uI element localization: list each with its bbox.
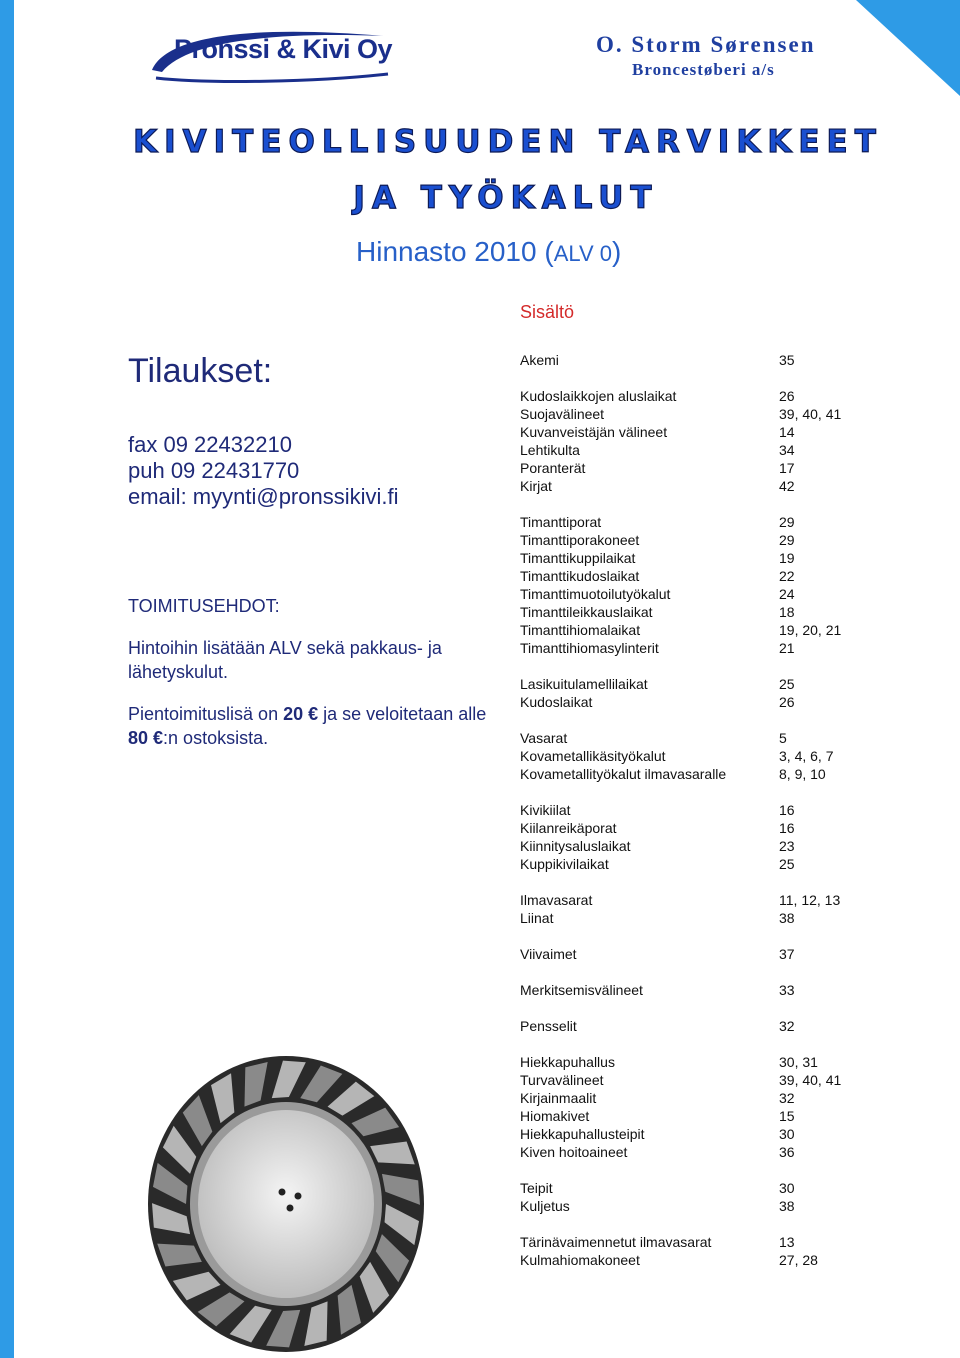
company-logo	[148, 26, 398, 82]
price-title-vat: ALV 0	[553, 241, 612, 266]
toc-row	[520, 1252, 860, 1270]
toc-row	[520, 892, 860, 910]
toc-item-name: Timanttikuppilaikat	[520, 550, 636, 566]
toc-row	[520, 586, 860, 604]
toc-item-page: 19	[779, 550, 795, 566]
email-address[interactable]: email: myynti@pronssikivi.fi	[128, 484, 399, 509]
toc-row	[520, 676, 860, 694]
toc-item-page: 16	[779, 802, 795, 818]
corner-accent	[856, 0, 960, 96]
toc-row	[520, 838, 860, 856]
toc-item-name: Kuppikivilaikat	[520, 856, 609, 872]
toc-item-page: 26	[779, 388, 795, 404]
toc-row	[520, 820, 860, 838]
toc-item-name: Hiekkapuhallus	[520, 1054, 615, 1070]
toc-item-name: Viivaimet	[520, 946, 577, 962]
toc-row	[520, 1234, 860, 1252]
toc-row	[520, 406, 860, 424]
toc-item-page: 8, 9, 10	[779, 766, 826, 782]
toc-row	[520, 1054, 860, 1072]
toc-item-page: 23	[779, 838, 795, 854]
toc-item-name: Timanttikudoslaikat	[520, 568, 640, 584]
headline-line-1: KIVITEOLLISUUDEN TARVIKKEET	[133, 124, 883, 160]
toc-row	[520, 1072, 860, 1090]
toc-item-page: 19, 20, 21	[779, 622, 842, 638]
toc-item-page: 14	[779, 424, 795, 440]
toc-row	[520, 478, 860, 496]
toc-row	[520, 1108, 860, 1126]
toc-item-name: Hiomakivet	[520, 1108, 590, 1124]
toc-item-page: 33	[779, 982, 795, 998]
toc-item-name: Merkitsemisvälineet	[520, 982, 643, 998]
toc-row	[520, 604, 860, 622]
toc-item-name: Liinat	[520, 910, 554, 926]
surcharge-text-c: :n ostoksista.	[163, 728, 269, 748]
toc-item-page: 36	[779, 1144, 795, 1160]
toc-item-name: Vasarat	[520, 730, 568, 746]
toc-row	[520, 1180, 860, 1198]
toc-item-name: Lehtikulta	[520, 442, 580, 458]
fax-number: fax 09 22432210	[128, 432, 292, 457]
toc-item-name: Kovametallikäsityökalut	[520, 748, 666, 764]
toc-row	[520, 766, 860, 784]
toc-row	[520, 1198, 860, 1216]
toc-item-name: Timanttimuotoilutyökalut	[520, 586, 671, 602]
toc-item-name: Kirjat	[520, 478, 552, 494]
toc-item-name: Turvavälineet	[520, 1072, 604, 1088]
toc-item-name: Poranterät	[520, 460, 586, 476]
partner-name: O. Storm Sørensen	[596, 32, 816, 57]
phone-number: puh 09 22431770	[128, 458, 300, 483]
toc-item-name: Kiinnitysaluslaikat	[520, 838, 631, 854]
toc-item-name: Suojavälineet	[520, 406, 605, 422]
toc-item-page: 18	[779, 604, 795, 620]
orders-title: Tilaukset:	[128, 352, 273, 390]
toc-item-page: 34	[779, 442, 795, 458]
toc-item-page: 38	[779, 1198, 795, 1214]
toc-item-name: Ilmavasarat	[520, 892, 593, 908]
toc-item-name: Kivikiilat	[520, 802, 571, 818]
toc-item-page: 21	[779, 640, 795, 656]
toc-row	[520, 1090, 860, 1108]
toc-row	[520, 1126, 860, 1144]
grinding-wheel-image	[146, 1054, 426, 1354]
toc-item-page: 39, 40, 41	[779, 406, 842, 422]
toc-item-name: Kudoslaikkojen aluslaikat	[520, 388, 677, 404]
toc-item-name: Kovametallityökalut ilmavasaralle	[520, 766, 727, 782]
toc-row	[520, 694, 860, 712]
toc-item-name: Teipit	[520, 1180, 553, 1196]
left-accent-bar	[0, 0, 14, 1358]
toc-row	[520, 550, 860, 568]
toc-item-page: 11, 12, 13	[779, 892, 841, 908]
toc-item-name: Timanttiporakoneet	[520, 532, 640, 548]
surcharge-text-b: ja se veloitetaan alle	[318, 704, 487, 724]
toc-item-page: 35	[779, 352, 795, 368]
toc-item-page: 5	[779, 730, 787, 746]
toc-row	[520, 460, 860, 478]
toc-row	[520, 1018, 860, 1036]
toc-item-name: Pensselit	[520, 1018, 577, 1034]
toc-item-page: 32	[779, 1090, 795, 1106]
toc-row	[520, 352, 860, 370]
toc-item-name: Kulmahiomakoneet	[520, 1252, 640, 1268]
toc-item-name: Kuljetus	[520, 1198, 570, 1214]
toc-item-name: Timanttihiomasylinterit	[520, 640, 659, 656]
price-title-main: Hinnasto 2010 (	[356, 236, 554, 267]
surcharge-text-a: Pientoimituslisä on	[128, 704, 284, 724]
toc-row	[520, 730, 860, 748]
toc-row	[520, 532, 860, 550]
toc-item-page: 22	[779, 568, 795, 584]
toc-item-name: Kiilanreikäporat	[520, 820, 617, 836]
toc-item-page: 15	[779, 1108, 795, 1124]
toc-item-page: 26	[779, 694, 795, 710]
toc-row	[520, 910, 860, 928]
toc-item-page: 38	[779, 910, 795, 926]
toc-item-name: Lasikuitulamellilaikat	[520, 676, 648, 692]
toc-item-name: Akemi	[520, 352, 559, 368]
toc-row	[520, 388, 860, 406]
toc-row	[520, 946, 860, 964]
small-order-surcharge-text	[128, 702, 488, 750]
toc-item-page: 30, 31	[779, 1054, 818, 1070]
toc-item-page: 13	[779, 1234, 795, 1250]
headline-line-2: JA TYÖKALUT	[353, 180, 659, 216]
toc-item-name: Tärinävaimennetut ilmavasarat	[520, 1234, 712, 1250]
logo-text: Pronssi & Kivi Oy	[174, 34, 393, 64]
toc-row	[520, 424, 860, 442]
toc-item-page: 30	[779, 1180, 795, 1196]
toc-item-page: 16	[779, 820, 795, 836]
toc-row	[520, 622, 860, 640]
toc-item-page: 25	[779, 856, 795, 872]
toc-item-name: Kudoslaikat	[520, 694, 593, 710]
toc-item-name: Kuvanveistäjän välineet	[520, 424, 668, 440]
toc-item-page: 27, 28	[779, 1252, 818, 1268]
toc-item-page: 3, 4, 6, 7	[779, 748, 834, 764]
toc-row	[520, 442, 860, 460]
toc-row	[520, 856, 860, 874]
toc-item-page: 37	[779, 946, 795, 962]
delivery-terms-text: Hintoihin lisätään ALV sekä pakkaus- ja lähetyskulut.	[128, 638, 442, 682]
toc-item-name: Kirjainmaalit	[520, 1090, 597, 1106]
toc-item-page: 17	[779, 460, 795, 476]
toc-item-page: 39, 40, 41	[779, 1072, 842, 1088]
toc-item-page: 29	[779, 532, 795, 548]
toc-row	[520, 1144, 860, 1162]
delivery-terms-title: TOIMITUSEHDOT:	[128, 596, 280, 616]
toc-item-page: 32	[779, 1018, 795, 1034]
toc-item-name: Timanttileikkauslaikat	[520, 604, 653, 620]
partner-subtitle: Broncestøberi a/s	[632, 60, 775, 79]
toc-row	[520, 802, 860, 820]
toc-row	[520, 568, 860, 586]
toc-item-page: 29	[779, 514, 795, 530]
surcharge-threshold: 80 €	[128, 728, 164, 748]
toc-item-name: Kiven hoitoaineet	[520, 1144, 628, 1160]
price-list-title	[356, 236, 621, 268]
price-title-end: )	[612, 236, 622, 267]
toc-item-page: 30	[779, 1126, 795, 1142]
toc-item-page: 42	[779, 478, 795, 494]
surcharge-amount: 20 €	[283, 704, 319, 724]
toc-row	[520, 748, 860, 766]
toc-item-name: Timanttihiomalaikat	[520, 622, 641, 638]
toc-row	[520, 640, 860, 658]
toc-row	[520, 514, 860, 532]
toc-item-page: 24	[779, 586, 795, 602]
toc-title: Sisältö	[520, 302, 575, 322]
toc-item-name: Hiekkapuhallusteipit	[520, 1126, 645, 1142]
toc-row	[520, 982, 860, 1000]
toc-item-name: Timanttiporat	[520, 514, 602, 530]
toc-item-page: 25	[779, 676, 795, 692]
